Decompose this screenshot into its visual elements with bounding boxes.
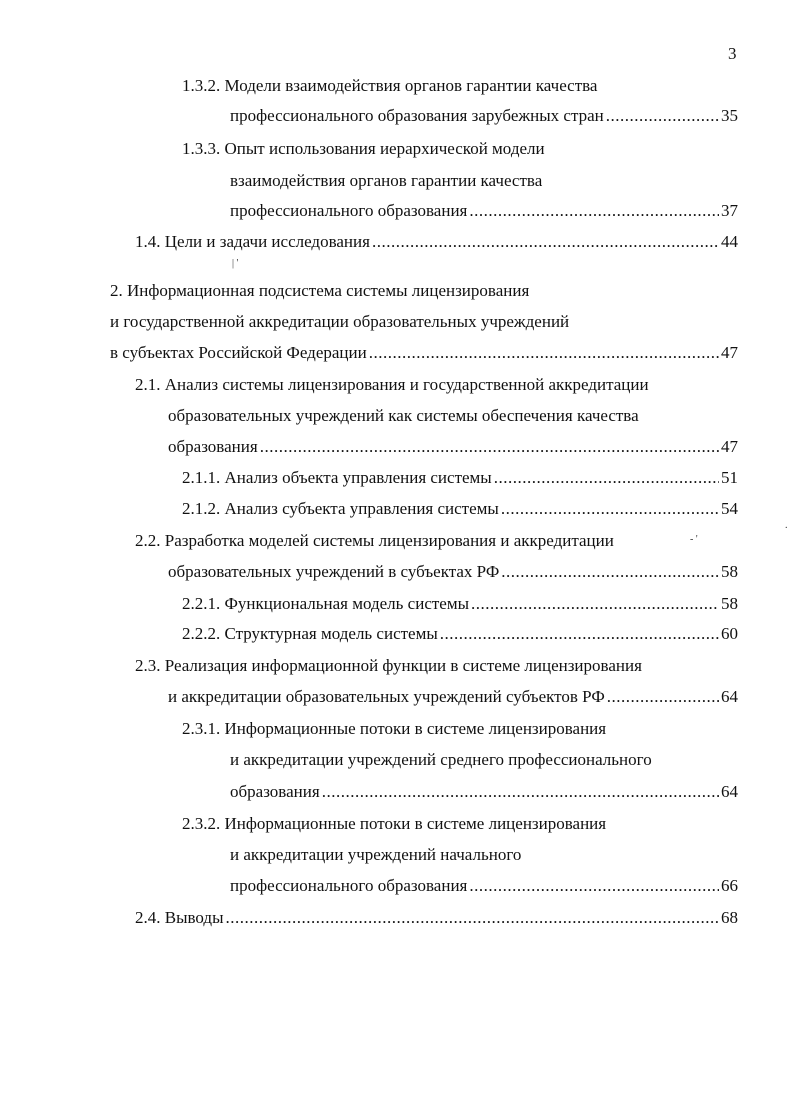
toc-entry-text: и аккредитации образовательных учреждений субъектов РФ	[168, 687, 605, 706]
toc-page-number: 54	[721, 499, 738, 518]
toc-entry-text: 1.3.3. Опыт использования иерархической модели	[182, 139, 545, 158]
leader-dots	[607, 685, 719, 709]
toc-entry-text: в субъектах Российской Федерации	[110, 343, 367, 362]
toc-page-number: 58	[721, 594, 738, 613]
toc-page-number: 35	[721, 106, 738, 125]
toc-entry-text: образовательных учреждений как системы обеспечения качества	[168, 406, 639, 425]
toc-entry-text: профессионального образования	[230, 201, 468, 220]
toc-page-number: 51	[721, 468, 738, 487]
toc-line	[168, 404, 639, 428]
toc-page-number: 66	[721, 876, 738, 895]
toc-entry-text: образования	[230, 782, 320, 801]
toc-entry-text: 2.2.1. Функциональная модель системы	[182, 594, 470, 613]
leader-dots	[606, 104, 719, 128]
toc-page-number: 58	[721, 562, 738, 581]
toc-line	[135, 654, 642, 678]
toc-entry-text: 2.2.2. Структурная модель системы	[182, 624, 438, 643]
toc-entry-text: 2.3. Реализация информационной функции в системе лицензирования	[135, 656, 642, 675]
toc-page-number: 37	[721, 201, 738, 220]
toc-entry-text: 1.4. Цели и задачи исследования	[135, 232, 370, 251]
toc-page-number: 44	[721, 232, 738, 251]
toc-line	[135, 230, 738, 254]
toc-entry-text: и государственной аккредитации образовательных учреждений	[110, 312, 570, 331]
toc-entry-text: и аккредитации учреждений начального	[230, 845, 522, 864]
toc-line	[182, 74, 597, 98]
toc-line	[182, 622, 738, 646]
leader-dots	[369, 341, 719, 365]
toc-line	[230, 169, 542, 193]
leader-dots	[322, 780, 719, 804]
toc-entry-text: образовательных учреждений в субъектах РФ	[168, 562, 500, 581]
leader-dots	[471, 592, 719, 616]
page-number: 3	[728, 44, 737, 63]
toc-page-number: 64	[721, 782, 738, 801]
toc-line	[230, 199, 738, 223]
toc-entry-text: профессионального образования зарубежных стран	[230, 106, 604, 125]
toc-entry-text: взаимодействия органов гарантии качества	[230, 171, 543, 190]
toc-entry-text: 2.1. Анализ системы лицензирования и государственной аккредитации	[135, 375, 649, 394]
toc-page-number: 60	[721, 624, 738, 643]
toc-entry-text: 2.3.1. Информационные потоки в системе лицензирования	[182, 719, 607, 738]
leader-dots	[469, 199, 719, 223]
toc-line	[135, 529, 614, 553]
leader-dots	[260, 435, 719, 459]
toc-line	[110, 341, 738, 365]
toc-entry-text: 2.1.2. Анализ субъекта управления системы	[182, 499, 499, 518]
toc-line	[168, 560, 738, 584]
toc-page-number: 64	[721, 687, 738, 706]
toc-line	[182, 497, 738, 521]
scan-speck: | '	[232, 258, 239, 269]
toc-entry-text: 2.3.2. Информационные потоки в системе лицензирования	[182, 814, 607, 833]
scan-speck: .	[785, 520, 788, 531]
toc-line	[182, 592, 738, 616]
toc-line	[110, 310, 569, 334]
toc-entry-text: 2. Информационная подсистема системы лицензирования	[110, 281, 530, 300]
leader-dots	[372, 230, 719, 254]
toc-line	[168, 435, 738, 459]
toc-line	[230, 104, 738, 128]
toc-line	[230, 874, 738, 898]
toc-entry-text: 1.3.2. Модели взаимодействия органов гарантии качества	[182, 76, 598, 95]
toc-entry-text: 2.1.1. Анализ объекта управления системы	[182, 468, 492, 487]
toc-line	[168, 685, 738, 709]
leader-dots	[226, 906, 719, 930]
leader-dots	[469, 874, 719, 898]
leader-dots	[494, 466, 719, 490]
toc-line	[135, 906, 738, 930]
leader-dots	[501, 497, 719, 521]
toc-line	[135, 373, 649, 397]
toc-line	[110, 279, 529, 303]
toc-line	[182, 717, 606, 741]
leader-dots	[440, 622, 719, 646]
toc-line	[230, 780, 738, 804]
toc-line	[230, 843, 521, 867]
toc-entry-text: образования	[168, 437, 258, 456]
toc-entry-text: 2.2. Разработка моделей системы лицензирования и аккредитации	[135, 531, 614, 550]
toc-entry-text: 2.4. Выводы	[135, 908, 224, 927]
leader-dots	[501, 560, 719, 584]
toc-entry-text: профессионального образования	[230, 876, 468, 895]
scan-speck: - '	[690, 534, 698, 545]
toc-line	[182, 466, 738, 490]
toc-line	[230, 748, 652, 772]
toc-entry-text: и аккредитации учреждений среднего профессионального	[230, 750, 652, 769]
toc-page-number: 47	[721, 437, 738, 456]
toc-line	[182, 812, 606, 836]
toc-line	[182, 137, 545, 161]
toc-page-number: 47	[721, 343, 738, 362]
toc-page-number: 68	[721, 908, 738, 927]
